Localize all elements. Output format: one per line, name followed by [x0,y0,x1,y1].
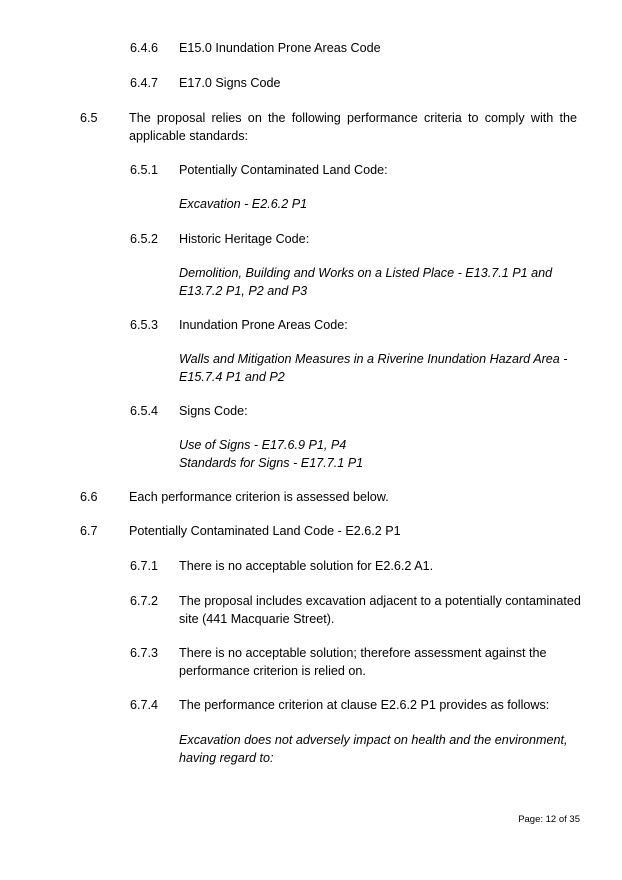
clause-number: 6.4.6 [130,41,159,55]
clause-text: E15.0 Inundation Prone Areas Code [179,41,381,55]
clause-text: Potentially Contaminated Land Code - E2.6.2 P1 [129,524,401,538]
clause-text: Inundation Prone Areas Code: [179,318,348,332]
clause-text-line-1: The proposal includes excavation adjacent to a potentially contaminated [179,594,581,608]
clause-number: 6.4.7 [130,76,159,90]
clause-number: 6.5.4 [130,404,159,418]
clause-text: There is no acceptable solution for E2.6.2 A1. [179,559,434,573]
clause-number: 6.7.4 [130,698,159,712]
clause-text: Potentially Contaminated Land Code: [179,163,388,177]
page-number: Page: 12 of 35 [518,814,580,825]
clause-text: Signs Code: [179,404,248,418]
criterion-reference-line-2: E13.7.2 P1, P2 and P3 [179,284,308,298]
clause-number: 6.6 [80,490,98,504]
criterion-reference-line-1: Demolition, Building and Works on a Listed Place - E13.7.1 P1 and [179,266,553,280]
clause-text: The performance criterion at clause E2.6.2 P1 provides as follows: [179,698,550,712]
clause-number: 6.7.3 [130,646,159,660]
criterion-reference-line-2: E15.7.4 P1 and P2 [179,370,285,384]
clause-text: Each performance criterion is assessed below. [129,490,389,504]
criterion-reference-line-1: Walls and Mitigation Measures in a Riverine Inundation Hazard Area - [179,352,568,366]
clause-text-line-2: site (441 Macquarie Street). [179,612,335,626]
clause-text: Historic Heritage Code: [179,232,310,246]
quoted-criterion-line-2: having regard to: [179,751,274,765]
clause-number: 6.5.2 [130,232,159,246]
quoted-criterion-line-1: Excavation does not adversely impact on health and the environment, [179,733,568,747]
clause-text-line-1: There is no acceptable solution; therefore assessment against the [179,646,547,660]
clause-number: 6.7.1 [130,559,159,573]
criterion-reference-line-1: Use of Signs - E17.6.9 P1, P4 [179,438,347,452]
clause-text: E17.0 Signs Code [179,76,281,90]
clause-number: 6.5.3 [130,318,159,332]
clause-number: 6.7 [80,524,98,538]
clause-number: 6.5 [80,111,98,125]
clause-number: 6.7.2 [130,594,159,608]
criterion-reference: Excavation - E2.6.2 P1 [179,197,308,211]
clause-text-line-2: performance criterion is relied on. [179,664,366,678]
clause-text: The proposal relies on the following performance criteria to comply with the applicable standards: [129,111,577,143]
criterion-reference-line-2: Standards for Signs - E17.7.1 P1 [179,456,364,470]
clause-number: 6.5.1 [130,163,159,177]
